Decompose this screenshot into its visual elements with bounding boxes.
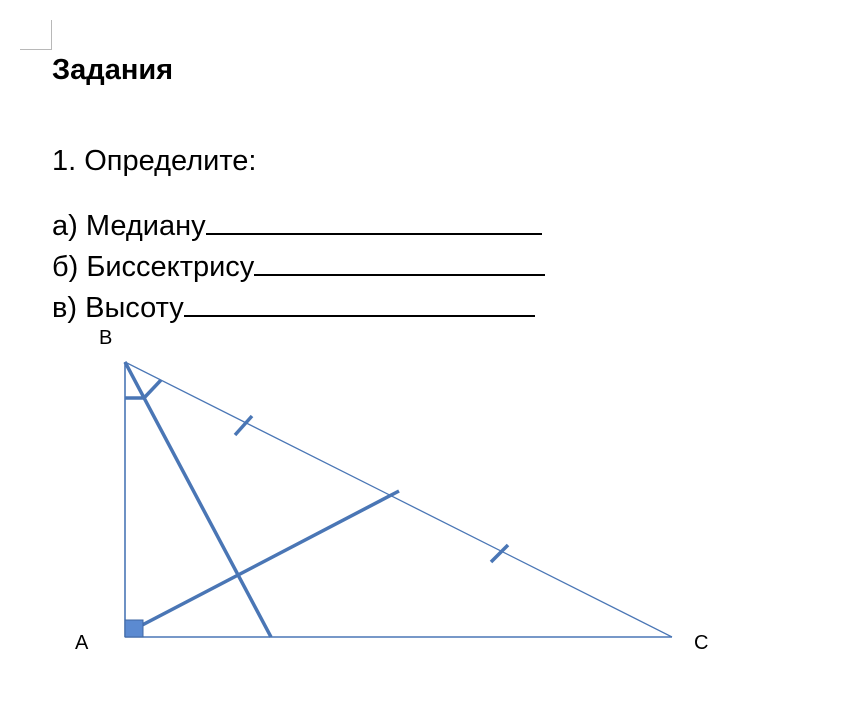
vertex-label-a: A xyxy=(75,632,89,654)
angle-mark-b-diagonal xyxy=(144,380,161,398)
item-bisector-label: б) Биссектрису xyxy=(52,251,255,283)
item-altitude-label: в) Высоту xyxy=(52,292,184,324)
vertex-label-c: C xyxy=(694,632,709,654)
page-title: Задания xyxy=(52,54,174,86)
side-bc xyxy=(125,362,672,637)
right-angle-marker xyxy=(125,620,143,637)
task-heading: 1. Определите: xyxy=(52,145,257,177)
vertex-label-b: B xyxy=(99,327,113,349)
median-line xyxy=(127,491,399,633)
item-median-label: а) Медиану xyxy=(52,210,206,242)
